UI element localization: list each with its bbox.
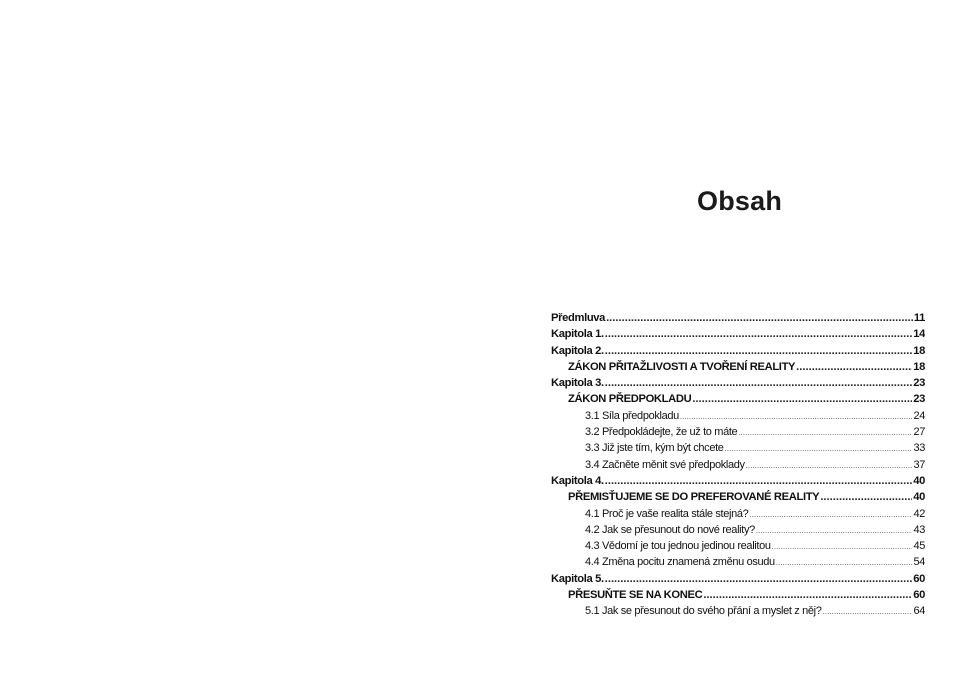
toc-dot-leader bbox=[725, 440, 913, 456]
toc-entry-page-number: 24 bbox=[913, 409, 925, 422]
toc-dot-leader bbox=[738, 424, 912, 440]
toc-entry-label: 3.3 Již jste tím, kým být chcete bbox=[585, 442, 724, 455]
toc-dot-leader bbox=[605, 326, 913, 342]
toc-entry bbox=[551, 375, 925, 391]
toc-entry-label: PŘESUŇTE SE NA KONEC bbox=[568, 589, 703, 602]
toc-entry-label: Kapitola 5. bbox=[551, 572, 604, 585]
toc-entry-page-number: 18 bbox=[913, 344, 925, 357]
toc-entry-page-number: 37 bbox=[913, 458, 925, 471]
toc-entry bbox=[551, 424, 925, 440]
toc-entry bbox=[551, 489, 925, 505]
toc-dot-leader bbox=[680, 408, 913, 424]
toc-dot-leader bbox=[746, 457, 913, 473]
toc-dot-leader bbox=[605, 473, 913, 489]
toc-entry bbox=[551, 538, 925, 554]
toc-entry-page-number: 14 bbox=[913, 328, 925, 341]
toc-entry-page-number: 64 bbox=[913, 605, 925, 618]
toc-entry bbox=[551, 310, 925, 326]
toc-entry-label: Kapitola 2. bbox=[551, 344, 604, 357]
toc-dot-leader bbox=[796, 359, 912, 375]
toc-entry-label: 3.2 Předpokládejte, že už to máte bbox=[585, 426, 738, 439]
toc-entry bbox=[551, 506, 925, 522]
toc-entry-label: ZÁKON PŘEDPOKLADU bbox=[568, 393, 692, 406]
toc-entry-page-number: 40 bbox=[913, 491, 925, 504]
toc-dot-leader bbox=[703, 587, 912, 603]
toc-entry-page-number: 18 bbox=[913, 360, 925, 373]
toc-entry bbox=[551, 343, 925, 359]
toc-entry-label: 4.4 Změna pocitu znamená změnu osudu bbox=[585, 556, 775, 569]
toc-entry-page-number: 54 bbox=[913, 556, 925, 569]
toc-dot-leader bbox=[605, 375, 913, 391]
toc-entry-page-number: 23 bbox=[913, 393, 925, 406]
toc-entry-label: PŘEMISŤUJEME SE DO PREFEROVANÉ REALITY bbox=[568, 491, 820, 504]
toc-dot-leader bbox=[606, 310, 913, 326]
toc-entry-label: 4.1 Proč je vaše realita stále stejná? bbox=[585, 507, 749, 520]
toc-entry-label: 3.1 Síla předpokladu bbox=[585, 409, 679, 422]
toc-dot-leader bbox=[749, 506, 912, 522]
toc-entry bbox=[551, 408, 925, 424]
toc-entry-label: 4.3 Vědomí je tou jednou jedinou realitou bbox=[585, 540, 771, 553]
toc-entry-label: Kapitola 1. bbox=[551, 328, 604, 341]
toc-entry bbox=[551, 391, 925, 407]
toc-entry-page-number: 27 bbox=[913, 426, 925, 439]
toc-entry bbox=[551, 326, 925, 342]
toc-dot-leader bbox=[820, 489, 912, 505]
toc-entry-label: Předmluva bbox=[551, 312, 606, 324]
page-title: Obsah bbox=[697, 186, 783, 216]
toc-entry-label: 4.2 Jak se přesunout do nové reality? bbox=[585, 523, 755, 536]
toc-dot-leader bbox=[605, 571, 913, 587]
toc-dot-leader bbox=[776, 554, 913, 570]
toc-entry-page-number: 42 bbox=[913, 507, 925, 520]
toc-entry-page-number: 45 bbox=[913, 540, 925, 553]
toc-entry-page-number: 60 bbox=[913, 572, 925, 585]
toc-dot-leader bbox=[605, 343, 913, 359]
toc-entry-page-number: 33 bbox=[913, 442, 925, 455]
table-of-contents bbox=[551, 310, 925, 620]
toc-entry-label: Kapitola 3. bbox=[551, 377, 604, 390]
toc-entry-label: 5.1 Jak se přesunout do svého přání a myslet z něj? bbox=[585, 605, 822, 618]
toc-entry bbox=[551, 603, 925, 619]
toc-entry bbox=[551, 473, 925, 489]
toc-entry bbox=[551, 554, 925, 570]
toc-entry-page-number: 43 bbox=[913, 523, 925, 536]
toc-entry-label: ZÁKON PŘITAŽLIVOSTI A TVOŘENÍ REALITY bbox=[568, 360, 796, 373]
toc-entry bbox=[551, 522, 925, 538]
toc-entry bbox=[551, 587, 925, 603]
toc-entry bbox=[551, 359, 925, 375]
toc-entry bbox=[551, 571, 925, 587]
toc-dot-leader bbox=[692, 391, 912, 407]
toc-dot-leader bbox=[772, 538, 913, 554]
toc-dot-leader bbox=[823, 603, 913, 619]
toc-entry-label: Kapitola 4. bbox=[551, 474, 604, 487]
toc-entry-page-number: 40 bbox=[913, 474, 925, 487]
toc-entry-page-number: 60 bbox=[913, 589, 925, 602]
toc-entry bbox=[551, 440, 925, 456]
toc-entry-page-number: 11 bbox=[913, 312, 925, 324]
toc-dot-leader bbox=[756, 522, 913, 538]
toc-entry bbox=[551, 457, 925, 473]
toc-entry-page-number: 23 bbox=[913, 377, 925, 390]
toc-entry-label: 3.4 Začněte měnit své předpoklady bbox=[585, 458, 745, 471]
